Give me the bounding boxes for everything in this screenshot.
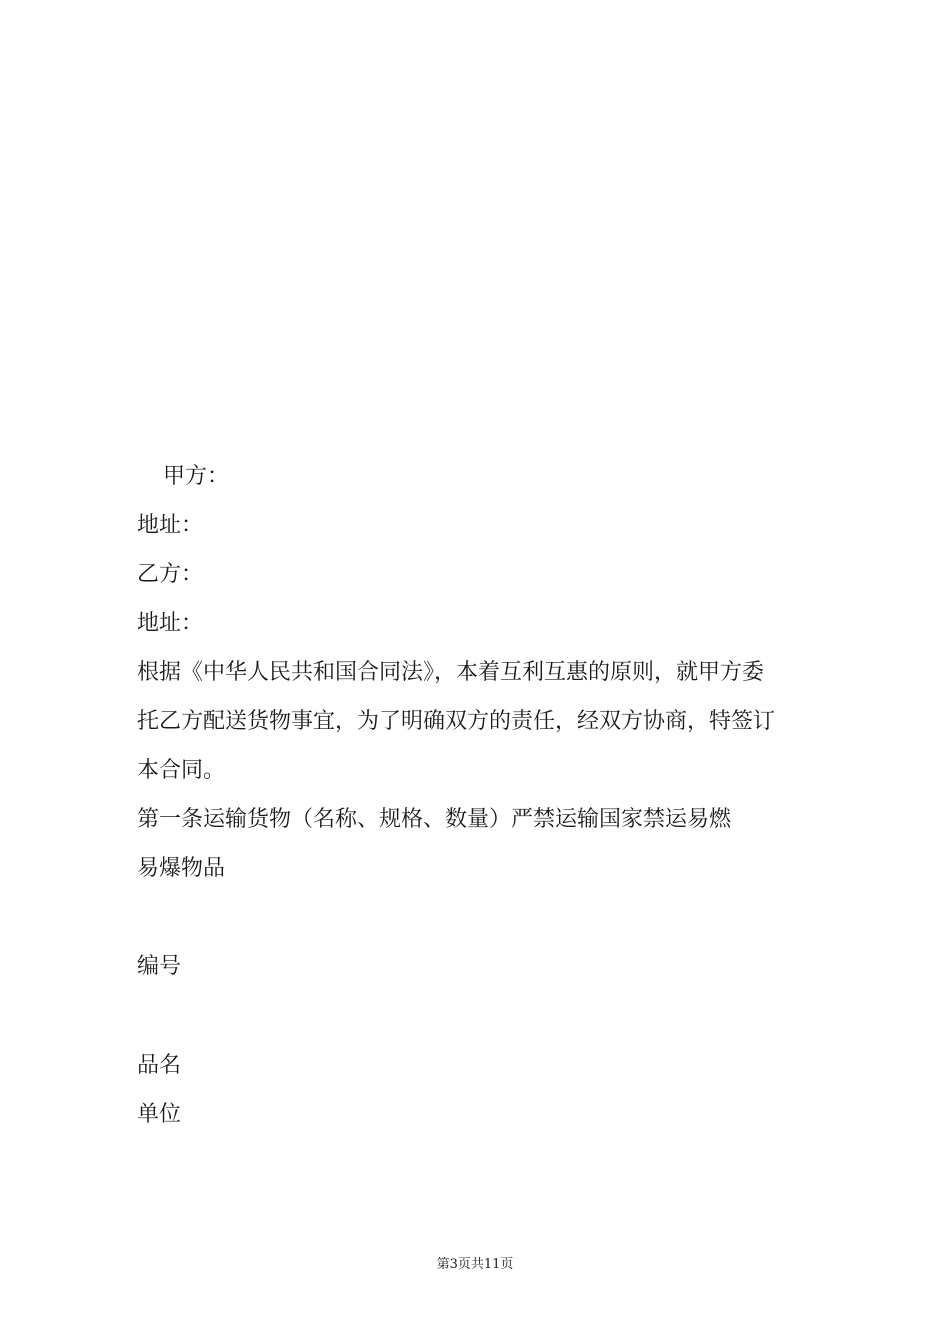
spacer <box>137 898 827 947</box>
party-b-label: 乙方： <box>137 562 204 587</box>
article-1-line-2: 易爆物品 <box>137 856 226 881</box>
field-unit-label: 单位 <box>137 1102 182 1127</box>
spacer <box>137 996 827 1046</box>
article-1-line-1: 第一条运输货物（名称、规格、数量）严禁运输国家禁运易燃 <box>137 807 732 832</box>
address-b-label: 地址： <box>137 611 204 636</box>
address-a-label: 地址： <box>137 513 204 538</box>
page-footer: 第3页共11页 <box>436 1257 514 1272</box>
field-number-label: 编号 <box>137 954 182 979</box>
field-name-label: 品名 <box>137 1053 182 1078</box>
intro-line-3: 本合同。 <box>137 758 226 783</box>
party-a-label: 甲方： <box>163 464 230 489</box>
contract-body <box>137 457 827 1144</box>
intro-line-1: 根据《中华人民共和国合同法》，本着互利互惠的原则，就甲方委 <box>137 660 765 685</box>
intro-line-2: 托乙方配送货物事宜，为了明确双方的责任，经双方协商，特签订 <box>137 709 776 734</box>
